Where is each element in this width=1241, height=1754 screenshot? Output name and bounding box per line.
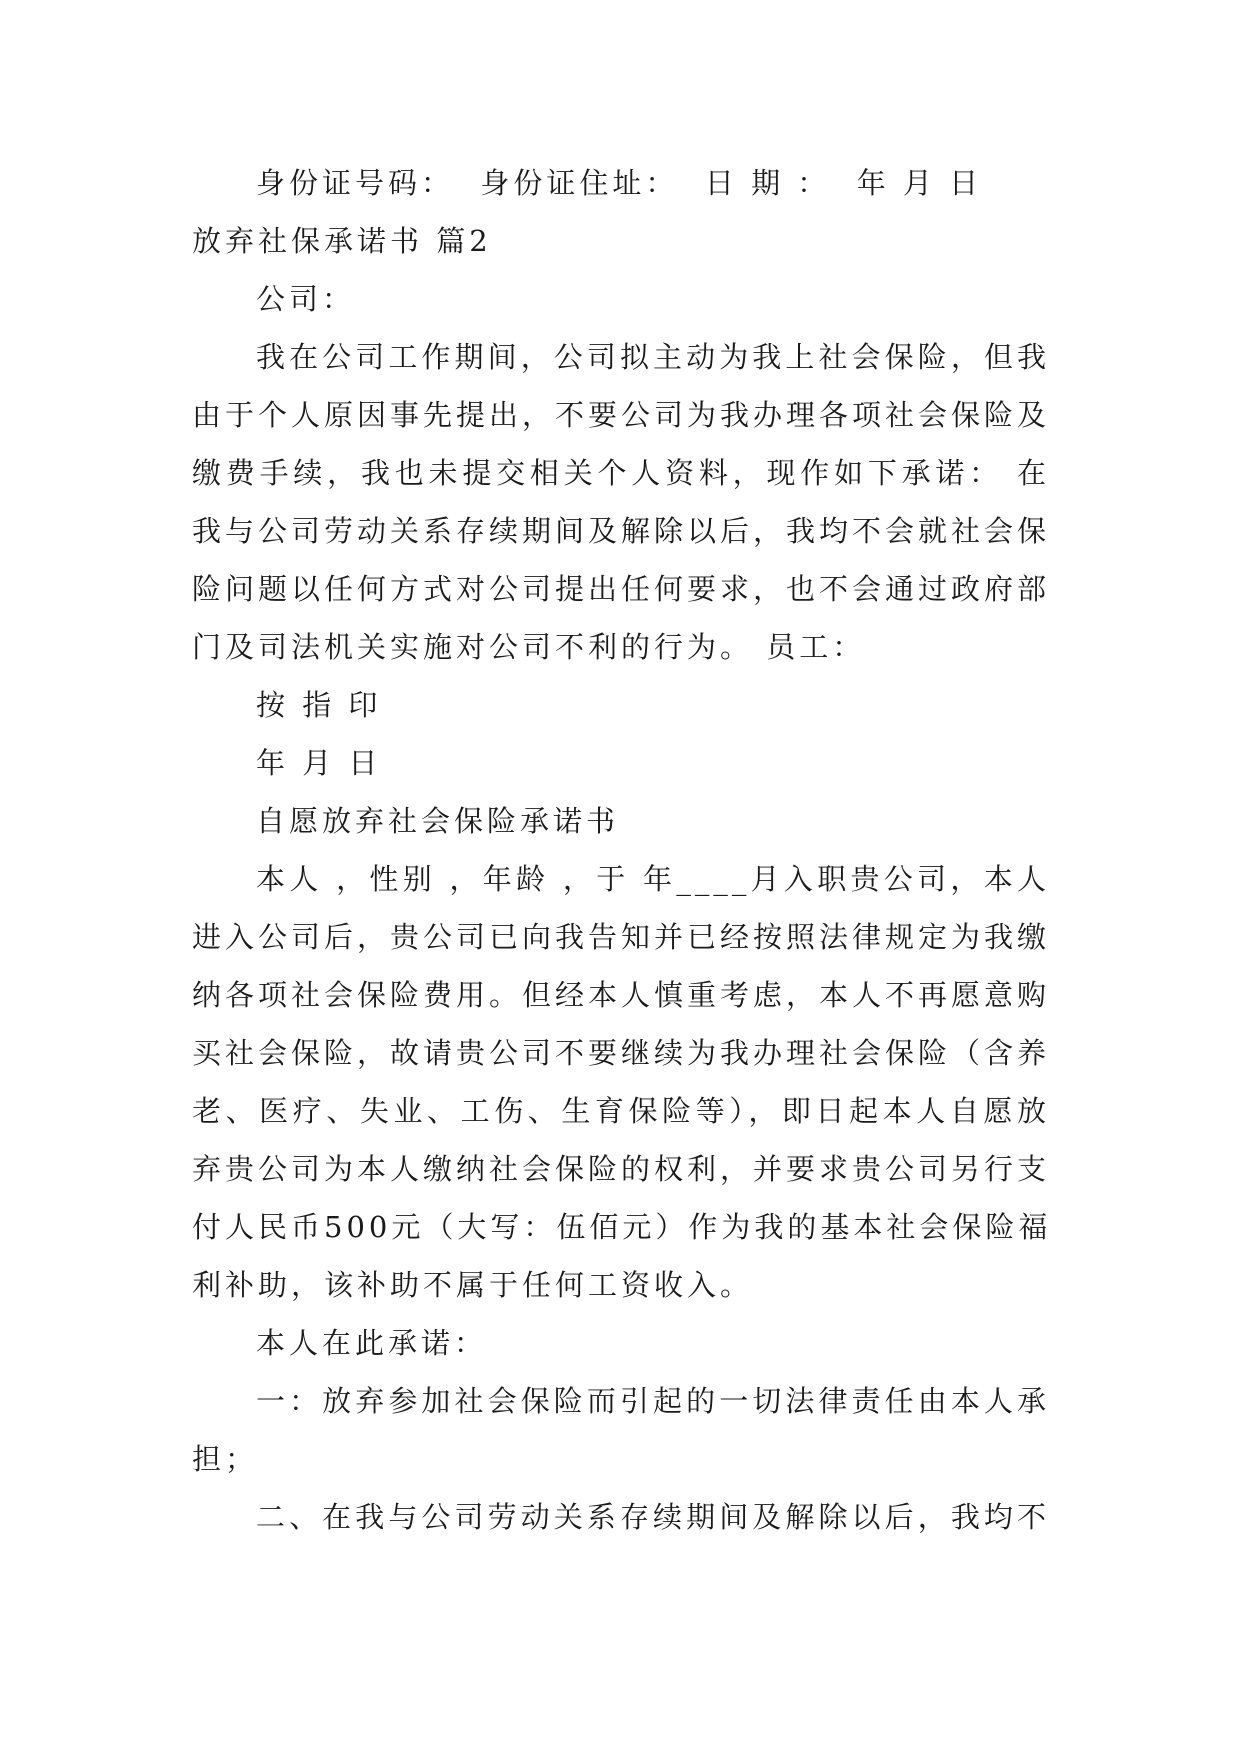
paragraph-line: 门及司法机关实施对公司不利的行为。 员工： — [192, 630, 866, 664]
commitment-item-2 — [192, 1488, 1050, 1546]
paragraph-line: 买社会保险，故请贵公司不要继续为我办理社会保险（含养 — [192, 1036, 1051, 1070]
paragraph-line: 二、在我与公司劳动关系存续期间及解除以后，我均不 — [256, 1500, 1050, 1534]
commitment-item-1 — [192, 1372, 1050, 1488]
date-line: 年 月 日 — [256, 746, 382, 780]
paragraph-line: 我与公司劳动关系存续期间及解除以后，我均不会就社会保 — [192, 514, 1051, 548]
commitment-paragraph — [192, 328, 1050, 676]
paragraph-line: 一：放弃参加社会保险而引起的一切法律责任由本人承 — [256, 1384, 1050, 1418]
id-info-line: 身份证号码： 身份证住址： 日 期 ： 年 月 日 — [256, 166, 983, 200]
paragraph-line: 险问题以任何方式对公司提出任何要求，也不会通过政府部 — [192, 572, 1051, 606]
paragraph-line: 付人民币500元（大写：伍佰元）作为我的基本社会保险福 — [192, 1210, 1052, 1244]
paragraph-line: 我在公司工作期间，公司拟主动为我上社会保险，但我 — [256, 340, 1050, 374]
paragraph-line: 弃贵公司为本人缴纳社会保险的权利，并要求贵公司另行支 — [192, 1152, 1051, 1186]
section-heading: 放弃社保承诺书 篇2 — [192, 224, 492, 258]
addressee-line: 公司： — [256, 282, 356, 316]
paragraph-line: 利补助，该补助不属于任何工资收入。 — [192, 1268, 754, 1302]
paragraph-line: 纳各项社会保险费用。但经本人慎重考虑，本人不再愿意购 — [192, 978, 1051, 1012]
document-title: 自愿放弃社会保险承诺书 — [256, 804, 620, 838]
paragraph-line: 担； — [192, 1442, 259, 1476]
commitment-intro: 本人在此承诺： — [256, 1326, 488, 1360]
waiver-paragraph — [192, 850, 1050, 1314]
paragraph-line: 进入公司后，贵公司已向我告知并已经按照法律规定为我缴 — [192, 920, 1051, 954]
paragraph-line: 本人 ，性别 ，年龄 ，于 年____月入职贵公司，本人 — [256, 862, 1050, 896]
paragraph-line: 老、医疗、失业、工伤、生育保险等），即日起本人自愿放 — [192, 1094, 1050, 1128]
document-body — [192, 154, 1050, 1546]
paragraph-line: 由于个人原因事先提出，不要公司为我办理各项社会保险及 — [192, 398, 1051, 432]
paragraph-line: 缴费手续，我也未提交相关个人资料，现作如下承诺： 在 — [192, 456, 1050, 490]
fingerprint-line: 按 指 印 — [256, 688, 382, 722]
